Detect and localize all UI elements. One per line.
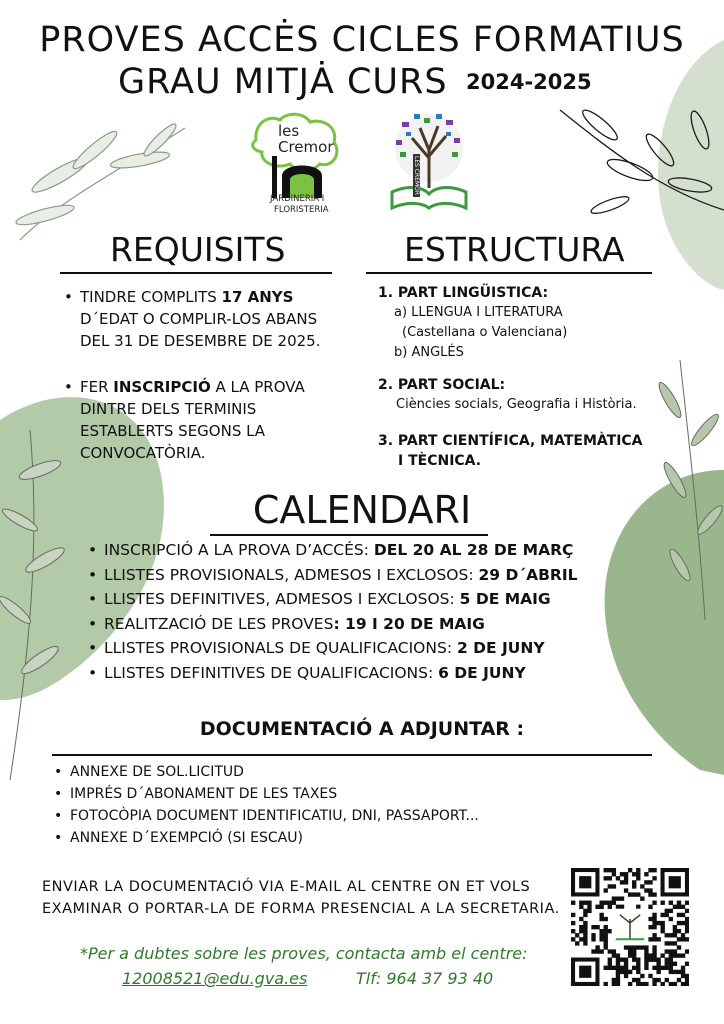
book-tree-logo (384, 108, 474, 214)
documentacio-underline (52, 754, 652, 756)
book-logo-text: LES CREMOR (413, 156, 420, 196)
calendari-date: 2 DE JUNY (456, 639, 545, 657)
contact-email[interactable]: 12008521@edu.gva.es (122, 969, 308, 988)
part1-title: 1. PART LINGÜISTICA: (378, 285, 549, 301)
requisit-line (80, 398, 305, 420)
estructura-part2 (378, 375, 637, 415)
requisit-line (80, 376, 305, 398)
calendari-heading: CALENDARI (252, 488, 472, 532)
estructura-heading: ESTRUCTURA (404, 230, 625, 269)
calendari-label: LLISTES PROVISIONALS DE QUALIFICACIONS: (104, 639, 457, 657)
calendari-item: • REALITZACIÓ DE LES PROVES: 19 I 20 DE MAIG (88, 614, 485, 633)
estructura-part1 (378, 283, 567, 363)
calendari-item: • LLISTES DEFINITIVES, ADMESOS I EXCLOSOS: 5 DE MAIG (88, 590, 551, 608)
calendari-item: • LLISTES DEFINITIVES DE QUALIFICACIONS: 6 DE JUNY (88, 663, 526, 682)
logo-text-les: les (278, 122, 300, 140)
documentacio-text: FOTOCÒPIA DOCUMENT IDENTIFICATIU, DNI, PASSAPORT... (70, 808, 479, 824)
send-line1: ENVIAR LA DOCUMENTACIÓ VIA E-MAIL AL CENTRE ON ET VOLS (42, 879, 531, 895)
calendari-date: 29 D´ABRIL (478, 565, 578, 584)
calendari-item: • LLISTES PROVISIONALS DE QUALIFICACIONS: 2 DE JUNY (88, 639, 545, 657)
calendari-date: 5 DE MAIG (459, 590, 551, 608)
contact-text: *Per a dubtes sobre les proves, contacta amb el centre: (80, 944, 528, 963)
page-title: PROVES ACCĖS CICLES FORMATIUS (39, 20, 685, 60)
calendari-item: • INSCRIPCIÓ A LA PROVA D’ACCÉS: DEL 20 AL 28 DE MARÇ (88, 541, 574, 559)
estructura-underline (366, 272, 652, 274)
requisit-highlight: INSCRIPCIÓ (113, 378, 211, 396)
calendari-item: • LLISTES PROVISIONALS, ADMESOS I EXCLOSOS: 29 D´ABRIL (88, 565, 578, 584)
requisit-text: DEL 31 DE DESEMBRE DE 2025. (80, 332, 321, 350)
calendari-label: LLISTES DEFINITIVES, ADMESOS I EXCLOSOS: (104, 590, 460, 608)
part1-b: b) ANGLÉS (394, 345, 464, 360)
part2-title: 2. PART SOCIAL: (378, 377, 506, 393)
qr-code[interactable] (571, 868, 689, 986)
requisit-highlight: 17 ANYS (221, 288, 294, 306)
documentacio-item: • IMPRÉS D´ABONAMENT DE LES TAXES (54, 786, 338, 802)
documentacio-item: • FOTOCÒPIA DOCUMENT IDENTIFICATIU, DNI, PASSAPORT... (54, 808, 479, 824)
documentacio-text: ANNEXE D´EXEMPCIÓ (SI ESCAU) (70, 830, 303, 846)
calendari-date: : 19 I 20 DE MAIG (333, 614, 485, 633)
documentacio-heading: DOCUMENTACIÓ A ADJUNTAR : (199, 718, 525, 740)
requisit-line (80, 420, 305, 442)
calendari-label: INSCRIPCIÓ A LA PROVA D’ACCÉS: (104, 541, 374, 559)
logo-text-cremor: Cremor (278, 138, 334, 156)
documentacio-item: • ANNEXE DE SOL.LICITUD (54, 764, 244, 780)
school-logo (246, 110, 348, 216)
documentacio-item: • ANNEXE D´EXEMPCIÓ (SI ESCAU) (54, 830, 303, 846)
send-line2: EXAMINAR O PORTAR-LA DE FORMA PRESENCIAL A LA SECRETARIA. (42, 901, 560, 917)
calendari-label: LLISTES PROVISIONALS, ADMESOS I EXCLOSOS: (104, 565, 479, 584)
requisits-underline (60, 272, 332, 274)
contact-phone: Tlf: 964 37 93 40 (356, 969, 494, 988)
requisit-line (80, 308, 320, 330)
part1-a-note: (Castellana o Valenciana) (402, 325, 568, 340)
requisit-line (80, 442, 305, 464)
qr-code-icon (571, 868, 689, 986)
calendari-label: REALITZACIÓ DE LES PROVES (104, 614, 334, 633)
requisit-item-age: • TINDRE COMPLITS 17 ANYS D´EDAT O COMPLIR-LOS ABANS DEL 31 DE DESEMBRE DE 2025. (64, 288, 321, 350)
school-year: 2024-2025 (466, 70, 592, 94)
estructura-part3 (378, 431, 643, 471)
requisit-item-inscription: • FER INSCRIPCIÓ A LA PROVA DINTRE DELS TERMINIS ESTABLERTS SEGONS LA CONVOCATÒRIA. (64, 378, 305, 462)
requisit-text: FER (80, 378, 114, 396)
requisit-line (80, 330, 320, 352)
part3-title-line1: 3. PART CIENTÍFICA, MATEMÀTICA (378, 433, 643, 449)
requisit-text: DINTRE DELS TERMINIS (80, 400, 257, 418)
part2-desc: Ciències socials, Geografia i Història. (396, 397, 637, 412)
requisit-text: ESTABLERTS SEGONS LA (80, 422, 266, 440)
calendari-underline (210, 534, 488, 536)
requisit-line (80, 286, 320, 308)
requisits-heading: REQUISITS (110, 230, 286, 269)
requisit-text: A LA PROVA (210, 378, 305, 396)
book-tree-icon (384, 108, 474, 214)
documentacio-text: IMPRÉS D´ABONAMENT DE LES TAXES (70, 786, 338, 802)
requisit-text: D´EDAT O COMPLIR-LOS ABANS (80, 310, 318, 328)
leaf-branch-top-left (14, 121, 185, 240)
requisit-text: CONVOCATÒRIA. (80, 444, 206, 462)
logo-text-dept2: FLORISTERIA (274, 205, 329, 215)
part1-a: a) LLENGUA I LITERATURA (394, 305, 563, 320)
calendari-label: LLISTES DEFINITIVES DE QUALIFICACIONS: (104, 663, 439, 682)
logo-text-dept1: JARDINERIA I (270, 194, 325, 204)
part3-title-line2: I TÈCNICA. (398, 453, 482, 469)
calendari-date: DEL 20 AL 28 DE MARÇ (373, 541, 574, 559)
requisit-text: TINDRE COMPLITS (80, 288, 222, 306)
documentacio-text: ANNEXE DE SOL.LICITUD (70, 764, 244, 780)
calendari-date: 6 DE JUNY (438, 663, 526, 682)
send-instructions (42, 876, 560, 920)
page-subtitle: GRAU MITJȦ CURS (118, 62, 448, 102)
